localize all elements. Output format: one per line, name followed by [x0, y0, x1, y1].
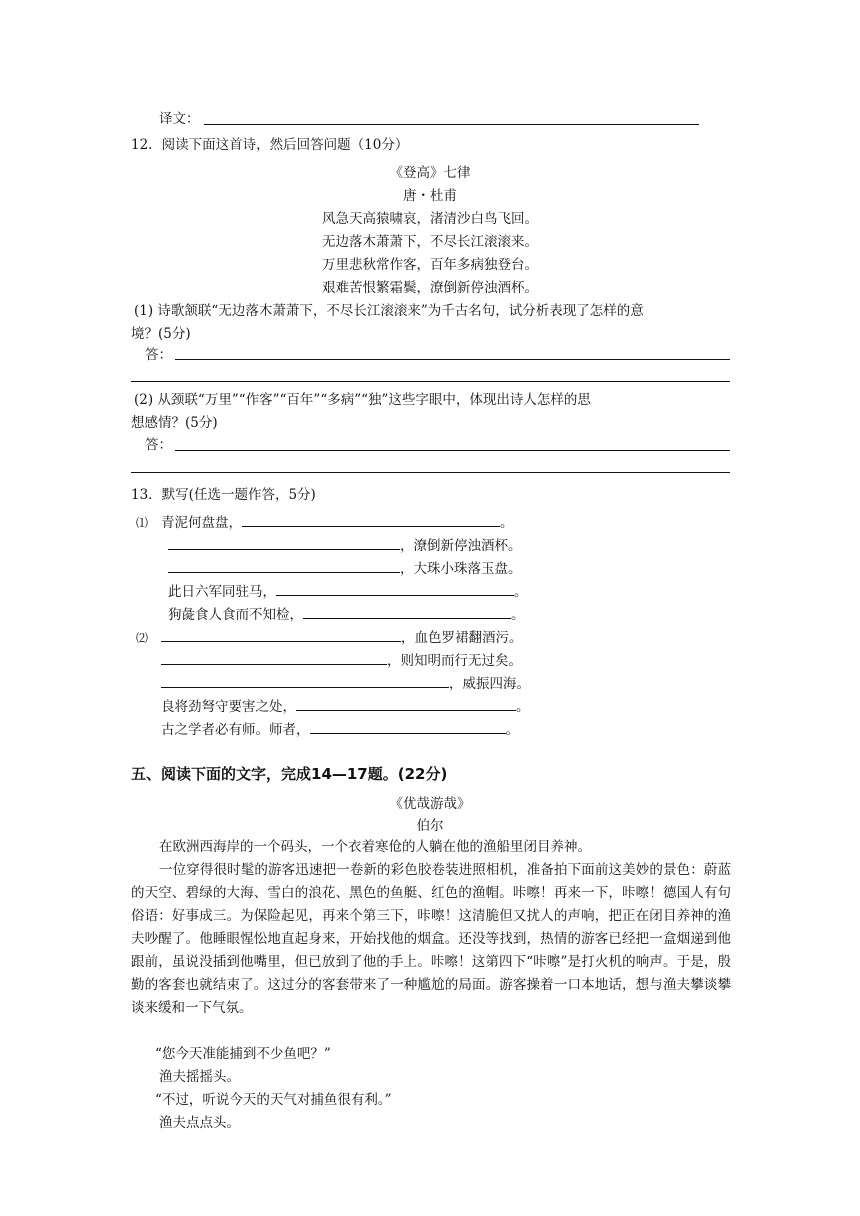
recitation-line: [168, 560, 522, 578]
story-paragraph: 渔夫点点头。: [159, 1115, 240, 1131]
recitation-line: [168, 583, 528, 601]
q12-sub1-question: (1) 诗歌颔联“无边落木萧萧下，不尽长江滚滚来”为千古名句，试分析表现了怎样的意: [134, 303, 644, 319]
answer-line: [175, 359, 730, 360]
fill-blank: [168, 560, 400, 573]
recitation-line: [161, 514, 514, 532]
fill-blank: [161, 675, 449, 688]
section5-heading: 五、阅读下面的文字，完成14—17题。(22分): [131, 765, 448, 783]
fill-blank: [161, 652, 387, 665]
answer-line: [131, 472, 730, 473]
story-paragraph: 在欧洲西海岸的一个码头，一个衣着寒伧的人躺在他的渔船里闭目养神。: [159, 839, 591, 855]
recitation-text: 。: [514, 584, 528, 600]
recitation-text: ，威振四海。: [449, 676, 530, 692]
story-author: 伯尔: [416, 818, 444, 834]
fill-blank: [161, 629, 401, 642]
fill-blank: [168, 537, 400, 550]
q13-heading: 13．默写(任选一题作答，5分): [131, 487, 316, 503]
recitation-line: [161, 698, 530, 716]
item-number: ⑵: [136, 631, 149, 645]
recitation-line: [161, 675, 530, 693]
fill-blank: [276, 583, 514, 596]
recitation-text: ，潦倒新停浊酒杯。: [400, 538, 522, 554]
poem-line: 艰难苦恨繁霜鬓，潦倒新停浊酒杯。: [322, 280, 538, 296]
answer-line: [131, 381, 730, 382]
recitation-line: [161, 652, 522, 670]
recitation-text: 。: [516, 699, 530, 715]
story-title: 《优哉游哉》: [389, 796, 471, 812]
story-paragraph: 渔夫摇摇头。: [159, 1069, 240, 1085]
poem-line: 无边落木萧萧下，不尽长江滚滚来。: [322, 234, 538, 250]
recitation-text: 古之学者必有师。师者，: [161, 722, 310, 738]
translation-label: 译文：: [159, 111, 200, 127]
recitation-text: 。: [500, 515, 514, 531]
recitation-text: 。: [511, 607, 525, 623]
q12-sub1-question-cont: 境？(5分): [131, 326, 191, 342]
story-paragraph: 一位穿得很时髦的游客迅速把一卷新的彩色胶卷装进照相机，准备拍下面前这美妙的景色：蔚蓝的天空、碧绿的大海、雪白的浪花、黑色的鱼艇、红色的渔帽。咔嚓！再来一下，咔嚓！德国人有句俗语：好事成三。为保险起见，再来个第三下，咔嚓！这清脆但又扰人的声响，把正在闭目养神的渔夫吵醒了。他睡眼惺忪地直起身来，开始找他的烟盒。还没等找到，热情的游客已经把一盒烟递到他跟前，虽说没插到他嘴里，但已放到了他的手上。咔嚓！这第四下“咔嚓”是打火机的响声。于是，殷勤的客套也就结束了。这过分的客套带来了一种尴尬的局面。游客操着一口本地话，想与渔夫攀谈攀谈来缓和一下气氛。: [131, 862, 731, 1016]
poem-line: 风急天高猿啸哀，渚清沙白鸟飞回。: [322, 211, 538, 227]
recitation-line: [168, 606, 525, 624]
translation-answer-line: [204, 124, 699, 125]
recitation-line: [168, 537, 522, 555]
answer-line: [175, 450, 730, 451]
poem-line: 万里悲秋常作客，百年多病独登台。: [322, 257, 538, 273]
recitation-text: 此日六军同驻马，: [168, 584, 276, 600]
poem-author: 唐・杜甫: [403, 188, 457, 204]
item-number: ⑴: [136, 516, 149, 530]
fill-blank: [242, 514, 500, 527]
q12-sub2-question-cont: 想感情？(5分): [131, 415, 218, 431]
recitation-line: [161, 721, 519, 739]
answer-label: 答：: [145, 437, 172, 453]
poem-title: 《登高》七律: [389, 165, 471, 181]
recitation-text: ，大珠小珠落玉盘。: [400, 561, 522, 577]
fill-blank: [296, 698, 516, 711]
recitation-text: 狗彘食人食而不知检，: [168, 607, 303, 623]
recitation-line: [161, 629, 523, 647]
q12-heading: 12．阅读下面这首诗，然后回答问题（10分）: [131, 137, 409, 153]
answer-label: 答：: [145, 347, 172, 363]
fill-blank: [310, 721, 506, 734]
recitation-text: 良将劲弩守要害之处，: [161, 699, 296, 715]
recitation-text: 。: [505, 722, 519, 738]
recitation-text: ，则知明而行无过矣。: [387, 653, 522, 669]
recitation-text: ，血色罗裙翻酒污。: [401, 630, 523, 646]
fill-blank: [303, 606, 511, 619]
q12-sub2-question: (2) 从颈联“万里”“作客”“百年”“多病”“独”这些字眼中，体现出诗人怎样的思: [134, 392, 591, 408]
story-dialogue: “您今天准能捕到不少鱼吧？”: [155, 1046, 331, 1062]
story-dialogue: “不过，听说今天的天气对捕鱼很有利。”: [155, 1092, 392, 1108]
recitation-text: 青泥何盘盘，: [161, 515, 242, 531]
